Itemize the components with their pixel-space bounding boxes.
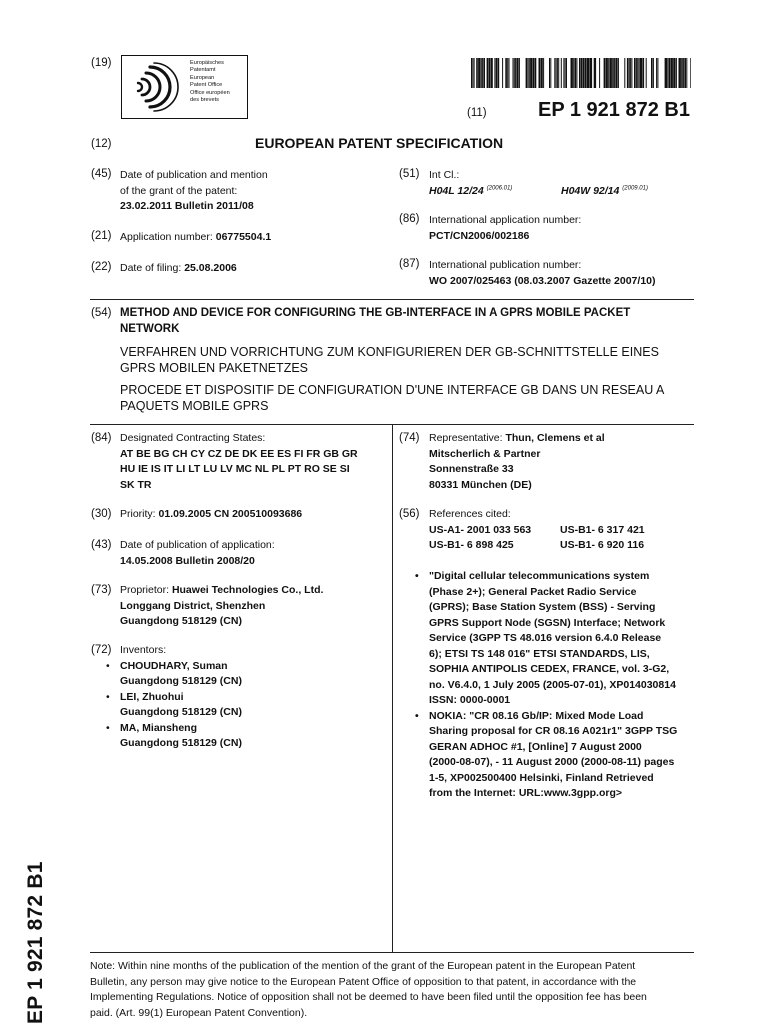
barcode-bar [594, 58, 596, 88]
barcode-bar [614, 58, 616, 88]
barcode-bar [566, 58, 567, 88]
barcode-bar [481, 58, 482, 88]
barcode-bar [671, 58, 673, 88]
barcode-bar [610, 58, 612, 88]
barcode-bar [533, 58, 535, 88]
barcode-bar [657, 58, 658, 88]
barcode-bar [679, 58, 681, 88]
publication-number: EP 1 921 872 B1 [538, 99, 690, 121]
inid-74: (74) [399, 432, 420, 444]
barcode-bar [565, 58, 566, 88]
barcode-bar [557, 58, 558, 88]
barcode-bar [561, 58, 562, 88]
international-application: International application number: PCT/CN2006/002186 [429, 214, 582, 242]
barcode-bar [476, 58, 478, 88]
barcode-bar [627, 58, 629, 88]
proprietor: Proprietor: Huawei Technologies Co., Ltd. Longgang District, Shenzhen Guangdong 518129 (CN) [120, 584, 324, 627]
barcode-bar [513, 58, 514, 88]
document-type: EUROPEAN PATENT SPECIFICATION [255, 135, 504, 151]
barcode-bar [518, 58, 520, 88]
barcode-bar [685, 58, 686, 88]
inid-43: (43) [91, 539, 112, 551]
barcode-bar [653, 58, 654, 88]
barcode-bar [515, 58, 517, 88]
barcode-bar [599, 58, 600, 88]
barcode-bar [690, 58, 691, 88]
barcode-bar [535, 58, 537, 88]
barcode-bar [509, 58, 510, 88]
barcode-bar [514, 58, 515, 88]
opposition-note: Note: Within nine months of the publication of the mention of the grant of the European patent in the European Patent Bulletin, any person may give notice to the European Patent Office of opposition to that patent, in accordance with the Implementing Regulations. Notice of opposition shall not be deemed to have been filed until the opposition fee has been paid. (Art. 99(1) European Patent Convention). [90, 960, 647, 1019]
barcode-bar [587, 58, 589, 88]
barcode-bar [665, 58, 667, 88]
epo-logo-box [121, 55, 248, 119]
barcode-bar [616, 58, 618, 88]
barcode-bar [606, 58, 608, 88]
barcode-bar [558, 58, 559, 88]
inid-87: (87) [399, 258, 420, 270]
inid-72: (72) [91, 644, 112, 656]
barcode-bar [502, 58, 503, 88]
reference-item: • NOKIA: "CR 08.16 Gb/IP: Mixed Mode Load Sharing proposal for CR 08.16 A021r1" 3GPP TSG GERAN ADHOC #1, [Online] 7 August 2000 (2000-08-07), - 11 August 2000 (2000-08-11) pages 1-5, XP002500400 Helsinki, Finland Retrieved from the Internet: URL:www.3gpp.org> [415, 709, 678, 799]
barcode-bar [575, 58, 577, 88]
contracting-states: Designated Contracting States: AT BE BG CH CY CZ DE DK EE ES FI FR GB GR HU IE IS IT LI LT LU LV MC NL PL PT RO SE SI SK TR [120, 432, 358, 491]
references-cited: References cited: US-A1- 2001 033 563 US-B1- 6 317 421 US-B1- 6 898 425 US-B1- 6 920 116 [429, 508, 645, 551]
divider-top [90, 299, 694, 300]
barcode-bar [489, 58, 491, 88]
inid-11: (11) [467, 107, 487, 119]
barcode-bar [635, 58, 637, 88]
barcode-bar [656, 58, 657, 88]
barcode-bar [631, 58, 632, 88]
barcode-bar [507, 58, 508, 88]
barcode-bar [498, 58, 500, 88]
barcode-bar [676, 58, 677, 88]
international-publication: International publication number: WO 2007/025463 (08.03.2007 Gazette 2007/10) [429, 259, 656, 287]
barcode-bar [669, 58, 671, 88]
barcode-bar [471, 58, 472, 88]
title-german: VERFAHREN UND VORRICHTUNG ZUM KONFIGURIEREN DER GB-SCHNITTSTELLE EINES GPRS MOBILEN PAKETNETZES [120, 345, 659, 375]
barcode-bar [505, 58, 507, 88]
barcode-bar [539, 58, 541, 88]
barcode-bar [487, 58, 489, 88]
inid-51: (51) [399, 168, 420, 180]
barcode-bar [673, 58, 675, 88]
barcode-bar [571, 58, 573, 88]
barcode-bar [556, 58, 557, 88]
inid-19: (19) [91, 57, 112, 69]
inid-56: (56) [399, 508, 420, 520]
barcode-bar [608, 58, 609, 88]
barcode-bar [590, 58, 592, 88]
int-classification: Int Cl.: H04L 12/24 $^{(2006.01)}$ H04W 92/14 $^{(2009.01)}$ [429, 169, 648, 197]
barcode [471, 58, 691, 88]
barcode-bar [639, 58, 640, 88]
title-french: PROCEDE ET DISPOSITIF DE CONFIGURATION D'UNE INTERFACE GB DANS UN RESEAU A PAQUETS MOBILE GPRS [120, 383, 665, 413]
barcode-bar [540, 58, 542, 88]
barcode-bar [651, 58, 653, 88]
barcode-bar [604, 58, 606, 88]
barcode-bar [584, 58, 586, 88]
inid-21: (21) [91, 230, 112, 242]
representative: Representative: Thun, Clemens et al Mitscherlich & Partner Sonnenstraße 33 80331 München (DE) [429, 432, 605, 491]
inid-73: (73) [91, 584, 112, 596]
inventors: Inventors: • CHOUDHARY, Suman Guangdong 518129 (CN) • LEI, Zhuohui Guangdong 518129 (CN) • MA, Miansheng Guangdong 518129 (CN) [106, 644, 242, 749]
barcode-bar [579, 58, 580, 88]
inid-22: (22) [91, 261, 112, 273]
application-publication: Date of publication of application: 14.05.2008 Bulletin 2008/20 [120, 539, 275, 567]
barcode-bar [482, 58, 484, 88]
barcode-bar [629, 58, 630, 88]
epo-logo-icon [124, 57, 188, 117]
barcode-bar [634, 58, 635, 88]
barcode-bar [646, 58, 647, 88]
barcode-bar [478, 58, 480, 88]
inid-86: (86) [399, 213, 420, 225]
barcode-bar [612, 58, 614, 88]
barcode-bar [618, 58, 619, 88]
barcode-bar [484, 58, 485, 88]
barcode-bar [643, 58, 645, 88]
barcode-bar [490, 58, 492, 88]
barcode-bar [667, 58, 668, 88]
inventor-item: • MA, Miansheng [106, 721, 198, 734]
inid-30: (30) [91, 508, 112, 520]
reference-item: • "Digital cellular telecommunications system (Phase 2+); General Packet Radio Service (GPRS); Base Station System (BSS) - Serving GPRS Support Node (SGSN) Interface; Network Service (3GPP TS 48.016 version 6.4.0 Release 6); ETSI TS 148 016" ETSI STANDARDS, LIS, SOPHIA ANTIPOLIS CEDEX, FRANCE, vol. 3-G2, no. V6.4.0, 1 July 2005 (2005-07-01), XP014030814 ISSN: 0000-0001 [415, 570, 676, 706]
barcode-bar [549, 58, 550, 88]
barcode-bar [528, 58, 529, 88]
barcode-bar [576, 58, 577, 88]
barcode-bar [554, 58, 555, 88]
barcode-bar [494, 58, 495, 88]
inventor-item: • LEI, Zhuohui [106, 690, 184, 703]
barcode-bar [543, 58, 544, 88]
title-english: METHOD AND DEVICE FOR CONFIGURING THE GB-INTERFACE IN A GPRS MOBILE PACKET NETWORK [120, 307, 631, 335]
barcode-bar [563, 58, 564, 88]
filing-date: Date of filing: 25.08.2006 [120, 262, 237, 274]
barcode-bar [630, 58, 631, 88]
grant-publication: Date of publication and mention of the grant of the patent: 23.02.2011 Bulletin 2011/08 [120, 169, 268, 212]
barcode-bar [683, 58, 685, 88]
barcode-bar [496, 58, 498, 88]
column-divider [392, 424, 393, 952]
barcode-bar [530, 58, 532, 88]
side-publication-number: EP 1 921 872 B1 [24, 861, 47, 1024]
barcode-bar [640, 58, 642, 88]
barcode-bar [517, 58, 518, 88]
inid-54: (54) [91, 307, 112, 319]
barcode-bar [573, 58, 574, 88]
barcode-bar [624, 58, 625, 88]
barcode-bar [474, 58, 475, 88]
barcode-bar [580, 58, 582, 88]
barcode-bar [686, 58, 687, 88]
inid-12: (12) [91, 138, 112, 150]
epo-office-names: Europäisches Patentamt European Patent Office Office européen des brevets [190, 60, 230, 103]
barcode-bar [550, 58, 551, 88]
application-number: Application number: 06775504.1 [120, 231, 272, 243]
divider-bottom [90, 952, 694, 953]
inid-84: (84) [91, 432, 112, 444]
nonpatent-references [415, 569, 678, 802]
barcode-bar [472, 58, 473, 88]
barcode-bar [681, 58, 683, 88]
inid-45: (45) [91, 168, 112, 180]
inventor-item: • CHOUDHARY, Suman [106, 659, 228, 672]
barcode-bar [529, 58, 530, 88]
priority: Priority: 01.09.2005 CN 200510093686 [120, 508, 303, 520]
barcode-bar [637, 58, 638, 88]
barcode-bar [583, 58, 584, 88]
barcode-bar [526, 58, 528, 88]
